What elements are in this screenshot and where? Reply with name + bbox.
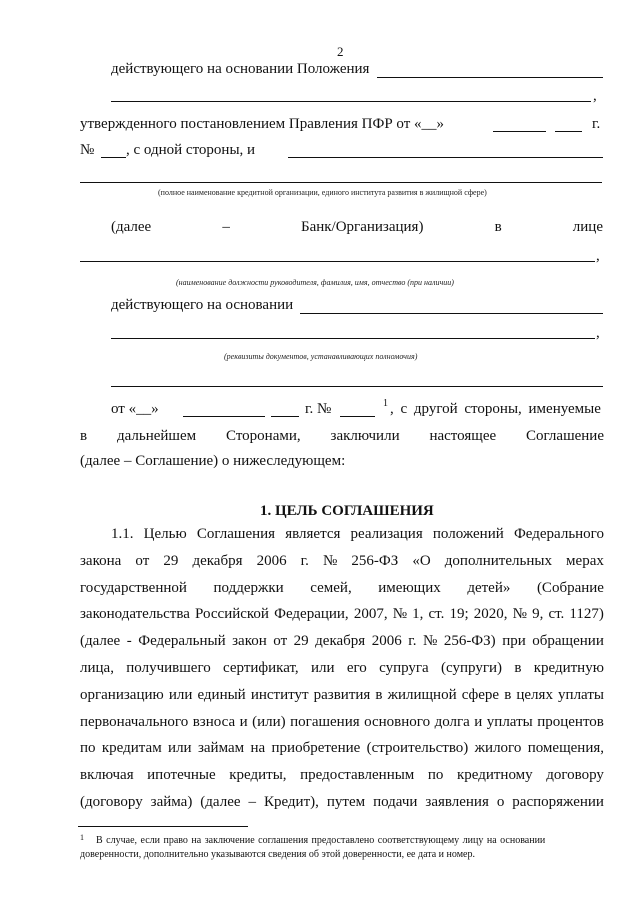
word: положений (432, 526, 504, 542)
word: погашения (290, 713, 360, 730)
word: заключили (330, 428, 400, 444)
word: и (239, 713, 248, 730)
word: целях (516, 686, 553, 703)
word: 1, (412, 606, 424, 623)
paragraph-line (80, 633, 604, 650)
paragraph-line (80, 553, 604, 570)
word: 9, (532, 606, 544, 623)
word: 29 (293, 633, 309, 650)
word: помещения, (527, 740, 604, 757)
word: обращении (532, 633, 604, 650)
word: 2007, (353, 606, 388, 623)
blank-line (493, 131, 546, 132)
word: дальнейшем (116, 428, 197, 444)
blank-line (111, 338, 595, 339)
form-line-parties (80, 428, 604, 445)
word: сертификат, (223, 660, 299, 676)
comma: , (593, 88, 597, 104)
word: закона (80, 552, 122, 569)
word: лице (572, 219, 603, 235)
footnote-separator (78, 826, 248, 827)
word: кредитам (101, 740, 162, 757)
word: ипотечные (147, 767, 216, 784)
blank-line (288, 157, 603, 158)
word: ст. (428, 606, 445, 623)
word: Федерального (513, 526, 604, 542)
word: г. (408, 633, 417, 650)
form-line-basis: действующего на основании Положения (111, 61, 370, 77)
word: семей, (310, 579, 352, 596)
caption-org-name: (полное наименование кредитной организации, единого института развития в жилищной сфере) (158, 188, 487, 197)
word: 1.1. (111, 526, 134, 542)
word: приобретение (271, 740, 361, 757)
word: является (285, 526, 341, 542)
word: путем (326, 794, 366, 810)
word: 2006 (256, 552, 287, 569)
year-mark: г. (592, 116, 601, 132)
word: уплаты (558, 686, 604, 703)
word: Банк/Организация) (300, 219, 424, 235)
word: супруга (379, 660, 429, 676)
word: первоначального (80, 713, 189, 730)
paragraph-line (80, 660, 604, 677)
word: – (222, 219, 230, 235)
word: получившего (126, 660, 211, 676)
word: № (322, 552, 338, 569)
word: сфере (461, 686, 500, 703)
word: займам (197, 740, 245, 757)
word: от (135, 552, 150, 569)
blank-line (271, 416, 299, 417)
footnote-mark: 1 (80, 833, 84, 842)
blank-line (555, 131, 582, 132)
blank-line (300, 313, 603, 314)
word: по (427, 767, 444, 784)
word: институт (250, 686, 309, 703)
caption-head-name: (наименование должности руководителя, фамилия, имя, отчество (при наличии) (176, 278, 454, 287)
word: или (168, 686, 193, 703)
word: Соглашения (196, 526, 276, 542)
blank-line (80, 182, 602, 183)
paragraph-line (80, 687, 604, 704)
blank-line (183, 416, 265, 417)
word: в (514, 660, 522, 676)
paragraph-line (80, 794, 604, 811)
word: № (512, 606, 527, 623)
form-line-authority: действующего на основании (111, 297, 294, 313)
word: в (375, 686, 383, 703)
word: законодательства (80, 606, 190, 623)
blank-line (111, 386, 603, 387)
paragraph-line (111, 526, 604, 543)
word: закон (232, 633, 267, 650)
paragraph-line (80, 740, 604, 757)
word: дополнительных (444, 552, 552, 569)
word: Целью (143, 526, 187, 542)
word: в (494, 219, 502, 235)
word: при (502, 633, 526, 650)
word: или (168, 740, 192, 757)
word: поддержки (213, 579, 284, 596)
form-line-approved: утвержденного постановлением Правления ПФР от «__» (80, 116, 445, 132)
word: распоряжении (512, 794, 604, 810)
word: по (80, 740, 96, 757)
blank-line (111, 101, 591, 102)
word: уплаты (486, 713, 533, 730)
word: Сторонами, (226, 428, 301, 444)
word: Кредит), (263, 794, 319, 810)
word: ст. (548, 606, 565, 623)
form-line-one-side: , с одной стороны, и (126, 142, 256, 158)
word: процентов (537, 713, 604, 730)
word: займа) (150, 794, 193, 810)
word: долга (434, 713, 470, 730)
word: лица, (80, 660, 114, 676)
caption-authority-docs: (реквизиты документов, устанавливающих полномочия) (224, 352, 418, 361)
paragraph-line (80, 714, 604, 731)
word: № (392, 606, 407, 623)
word: г. (300, 552, 309, 569)
word: (далее (200, 794, 241, 810)
word: (супруги) (441, 660, 502, 676)
footnote-text-line: В случае, если право на заключение соглашения предоставлено соответствующему лицу на основании (96, 835, 546, 846)
form-line-agreement: (далее – Соглашение) о нижеследующем: (80, 453, 346, 469)
word: 19; (449, 606, 469, 623)
word: № (422, 633, 438, 650)
paragraph-line (80, 767, 604, 784)
word: - (126, 633, 132, 650)
word: кредитную (533, 660, 604, 676)
word: (строительство) (366, 740, 469, 757)
word: развития (313, 686, 371, 703)
word: 256-ФЗ (351, 552, 399, 569)
word: 2006 (371, 633, 402, 650)
word: взноса (192, 713, 236, 730)
word: (или) (252, 713, 286, 730)
paragraph-line (80, 606, 604, 623)
form-line-other-side: , с другой стороны, именуемые (390, 401, 601, 417)
blank-line (80, 261, 595, 262)
word: от (273, 633, 288, 650)
word: кредитному (456, 767, 533, 784)
word: 29 (163, 552, 179, 569)
footnote-reference: 1 (383, 398, 388, 409)
word: государственной (80, 579, 187, 596)
word: на (250, 740, 266, 757)
section-heading: 1. ЦЕЛЬ СОГЛАШЕНИЯ (260, 503, 434, 519)
word: декабря (315, 633, 366, 650)
word: единый (197, 686, 246, 703)
blank-line (377, 77, 603, 78)
word: 1127) (569, 606, 604, 623)
word: в (80, 428, 88, 444)
word: настоящее (429, 428, 497, 444)
form-line-bank (111, 219, 603, 236)
word: о (496, 794, 505, 810)
paragraph-line (80, 580, 604, 597)
word: Федеральный (138, 633, 226, 650)
comma: , (596, 248, 600, 264)
word: 2020, (473, 606, 508, 623)
word: (Собрание (536, 579, 604, 596)
date-number-label: г. № (305, 401, 332, 417)
word: предоставленным (300, 767, 415, 784)
word: (договору (80, 794, 143, 810)
word: 256-ФЗ) (443, 633, 496, 650)
blank-line (340, 416, 375, 417)
word: реализация (350, 526, 423, 542)
word: его (346, 660, 367, 676)
word: имеющих (378, 579, 441, 596)
word: заявления (425, 794, 489, 810)
word: основного (364, 713, 431, 730)
word: детей» (467, 579, 511, 596)
word: кредиты, (229, 767, 287, 784)
word: или (311, 660, 335, 676)
comma: , (596, 325, 600, 341)
word: Соглашение (526, 428, 604, 444)
form-line-date: от «__» (111, 401, 159, 417)
number-sign: № (80, 142, 95, 158)
footnote-text-line: доверенности, дополнительно указываются сведения об этой доверенности, ее дата и номер. (80, 849, 475, 860)
word: (далее (80, 633, 121, 650)
word: включая (80, 767, 134, 784)
word: и (474, 713, 483, 730)
page-number: 2 (337, 44, 344, 59)
word: декабря (192, 552, 243, 569)
word: Российской (195, 606, 269, 623)
word: мерах (566, 552, 604, 569)
word: жилищной (387, 686, 457, 703)
word: – (248, 794, 256, 810)
blank-line (101, 157, 126, 158)
word: организацию (80, 686, 164, 703)
word: жилого (474, 740, 522, 757)
word: «О (412, 552, 431, 569)
word: подачи (373, 794, 418, 810)
word: Федерации, (274, 606, 349, 623)
word: в (504, 686, 512, 703)
word: договору (546, 767, 604, 784)
word: (далее (111, 219, 152, 235)
